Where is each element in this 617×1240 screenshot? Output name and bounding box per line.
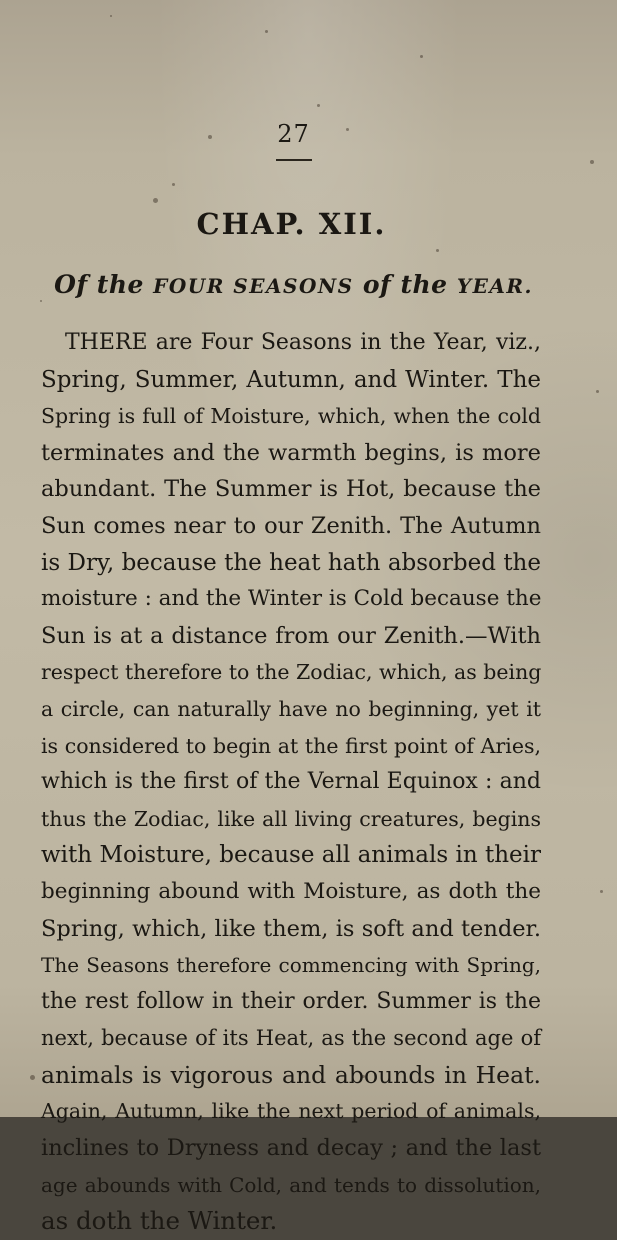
text-line: Sun is at a distance from our Zenith.—With: [41, 622, 541, 649]
chapter-heading: CHAP. XII.: [196, 207, 387, 241]
text-line: The Seasons therefore commencing with Spring,: [41, 953, 541, 978]
text-line: THERE are Four Seasons in the Year, viz.,: [65, 330, 541, 355]
paper-speck: [600, 890, 603, 893]
text-line: moisture : and the Winter is Cold because the: [41, 586, 542, 612]
text-line: animals is vigorous and abounds in Heat.: [41, 1060, 541, 1089]
paper-speck: [436, 249, 439, 252]
text-line: Spring, which, like them, is soft and tender.: [41, 915, 541, 942]
text-line: age abounds with Cold, and tends to dissolution,: [41, 1172, 541, 1197]
chapter-title-of: Of the: [54, 270, 144, 299]
text-line: is considered to begin at the first point of Aries,: [41, 733, 541, 758]
text-line: Spring is full of Moisture, which, when the cold: [41, 404, 541, 429]
text-line: which is the first of the Vernal Equinox : and: [41, 769, 541, 795]
paper-speck: [110, 15, 112, 17]
chapter-title-four-seasons: FOUR SEASONS: [153, 274, 354, 298]
text-line: abundant. The Summer is Hot, because the: [41, 476, 541, 503]
text-line: a circle, can naturally have no beginning, yet it: [41, 696, 541, 721]
text-line: is Dry, because the heat hath absorbed the: [41, 549, 541, 576]
paper-speck: [265, 30, 268, 33]
text-line: with Moisture, because all animals in their: [41, 842, 541, 869]
text-line: thus the Zodiac, like all living creatures, begins: [41, 806, 541, 831]
text-line: terminates and the warmth begins, is more: [41, 439, 541, 466]
text-line: respect therefore to the Zodiac, which, as being: [41, 660, 542, 685]
text-line: inclines to Dryness and decay ; and the last: [41, 1135, 541, 1162]
chapter-title-year: YEAR.: [456, 274, 533, 298]
paper-speck: [30, 1075, 35, 1080]
paper-speck: [317, 104, 320, 107]
text-line: as doth the Winter.: [41, 1206, 278, 1236]
page-number-rule: [276, 159, 312, 161]
paper-speck: [420, 55, 423, 58]
paper-speck: [590, 160, 594, 164]
text-line: Spring, Summer, Autumn, and Winter. The: [41, 366, 541, 393]
chapter-body: [41, 325, 541, 1240]
chapter-title: [0, 270, 587, 299]
text-line: beginning abound with Moisture, as doth the: [41, 878, 541, 904]
paper-speck: [596, 390, 599, 393]
text-line: Sun comes near to our Zenith. The Autumn: [41, 512, 541, 539]
text-line: next, because of its Heat, as the second age of: [41, 1026, 541, 1051]
text-line: the rest follow in their order. Summer is the: [41, 988, 541, 1014]
text-line: Again, Autumn, like the next period of animals,: [41, 1099, 541, 1124]
paper-speck: [153, 198, 158, 203]
paper-speck: [172, 183, 175, 186]
chapter-title-of-the: of the: [362, 270, 448, 299]
page-number: 27: [277, 120, 310, 148]
paper-speck: [40, 300, 42, 302]
